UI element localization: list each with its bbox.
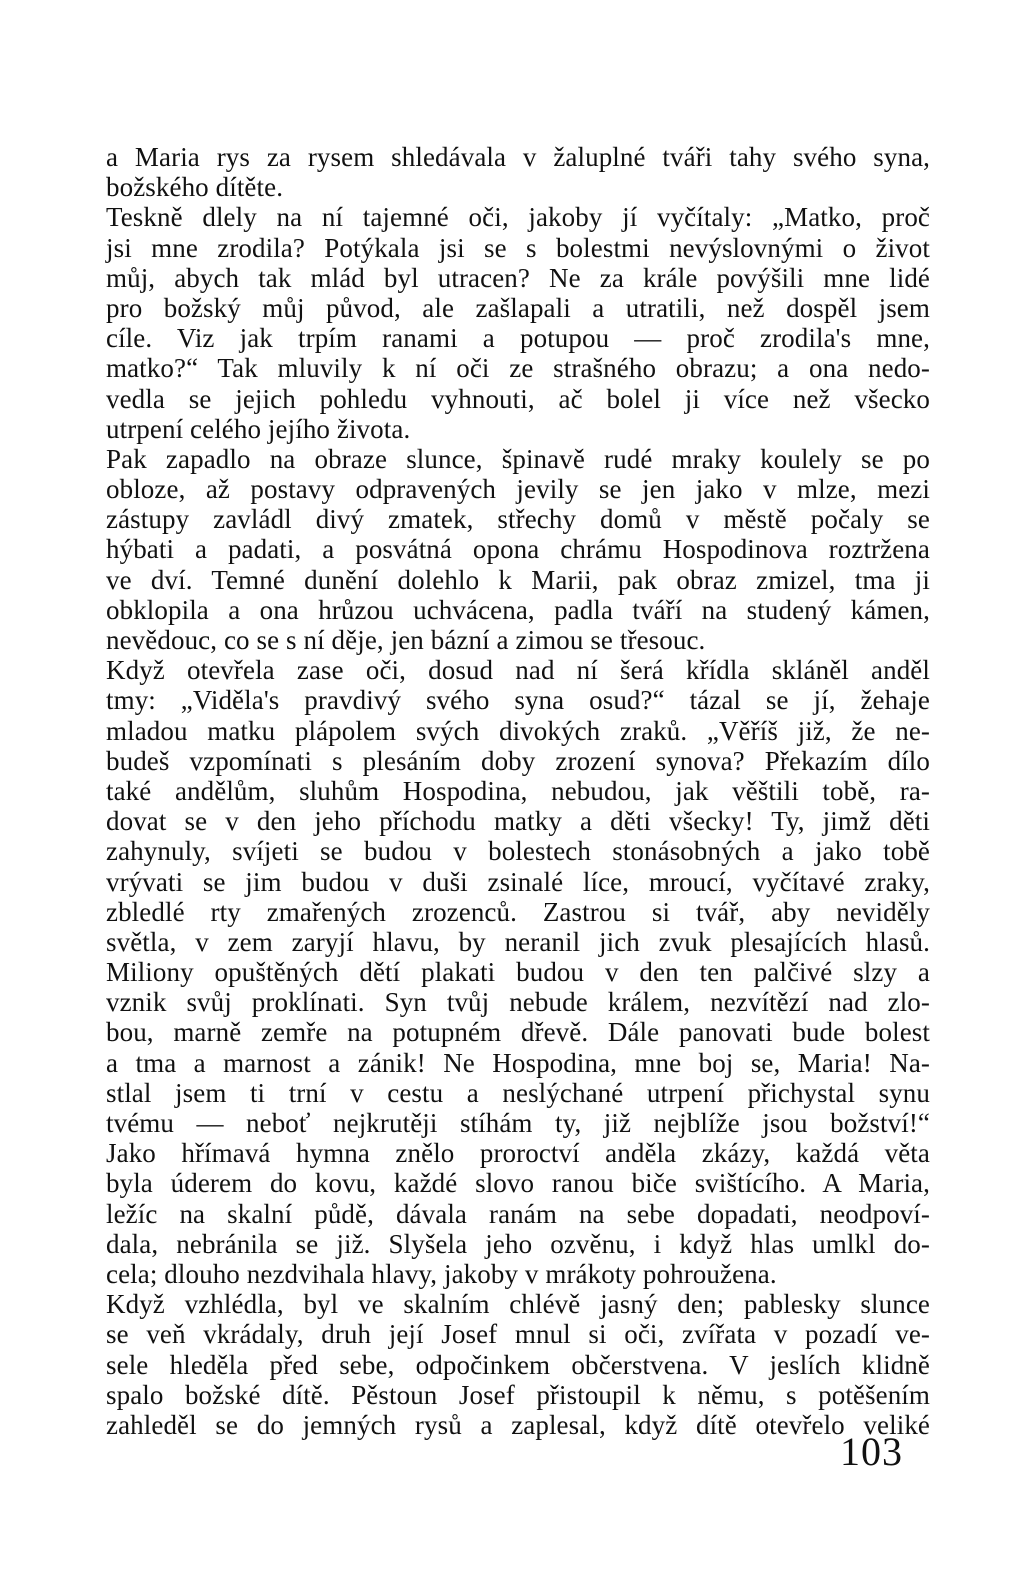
text-line: vznik svůj proklínati. Syn tvůj nebude králem, nezvítězí nad zlo- bbox=[106, 987, 930, 1018]
text-line: spalo božské dítě. Pěstoun Josef přistoupil k němu, s potěšením bbox=[106, 1379, 930, 1410]
text-line: pro božský můj původ, ale zašlapali a utratili, než dospěl jsem bbox=[106, 292, 930, 323]
text-line: mladou matku plápolem svých divokých zraků. „Věříš již, že ne- bbox=[106, 715, 930, 746]
text-line: cíle. Viz jak trpím ranami a potupou — proč zrodila's mne, bbox=[106, 323, 930, 354]
text-line: hýbati a padati, a posvátná opona chrámu Hospodinova roztržena bbox=[106, 534, 930, 565]
text-line: Miliony opuštěných dětí plakati budou v den ten palčivé slzy a bbox=[106, 957, 930, 988]
text-line: zbledlé rty zmařených zrozenců. Zastrou si tvář, aby neviděly bbox=[106, 896, 930, 927]
text-line: obloze, až postavy odpravených jevily se jen jako v mlze, mezi bbox=[106, 474, 930, 505]
text-line: stlal jsem ti trní v cestu a neslýchané utrpení přichystal synu bbox=[106, 1077, 930, 1108]
body-text bbox=[106, 142, 930, 1440]
text-line: tvému — neboť nejkrutěji stíhám ty, již nejblíže jsou božství!“ bbox=[106, 1108, 930, 1138]
text-line: tmy: „Viděla's pravdivý svého syna osud?“ tázal se jí, žehaje bbox=[106, 685, 930, 716]
text-line: božského dítěte. bbox=[106, 172, 284, 203]
text-line: Když vzhlédla, byl ve skalním chlévě jasný den; pablesky slunce bbox=[106, 1289, 930, 1320]
text-line: Jako hřímavá hymna znělo proroctví anděla zkázy, každá věta bbox=[106, 1138, 930, 1169]
text-line: byla úderem do kovu, každé slovo ranou biče svištícího. A Maria, bbox=[106, 1168, 930, 1199]
text-line: budeš vzpomínati s plesáním doby zrození synova? Překazím dílo bbox=[106, 745, 930, 776]
text-line: utrpení celého jejího života. bbox=[106, 413, 411, 444]
text-line: Teskně dlely na ní tajemné oči, jakoby jí vyčítaly: „Matko, proč bbox=[106, 202, 930, 233]
text-line: obklopila a ona hrůzou uchvácena, padla tváří na studený kámen, bbox=[106, 594, 930, 625]
text-line: zástupy zavládl divý zmatek, střechy domů v městě počaly se bbox=[106, 504, 930, 535]
text-line: Pak zapadlo na obraze slunce, špinavě rudé mraky koulely se po bbox=[106, 443, 930, 474]
text-line: vrývati se jim budou v duši zsinalé líce, mroucí, vyčítavé zraky, bbox=[106, 866, 930, 897]
text-line: vedla se jejich pohledu vyhnouti, ač bolel ji více než všecko bbox=[106, 383, 930, 414]
text-line: a tma a marnost a zánik! Ne Hospodina, mne boj se, Maria! Na- bbox=[106, 1047, 930, 1078]
text-line: dala, nebránila se již. Slyšela jeho ozvěnu, i když hlas umlkl do- bbox=[106, 1228, 930, 1259]
text-line: zahleděl se do jemných rysů a zaplesal, když dítě otevřelo veliké bbox=[106, 1409, 930, 1440]
page-number: 103 bbox=[840, 1429, 903, 1474]
text-line: světla, v zem zaryjí hlavu, by neranil jich zvuk plesajících hlasů. bbox=[106, 926, 930, 957]
text-line: a Maria rys za rysem shledávala v žaluplné tváři tahy svého syna, bbox=[106, 142, 930, 172]
text-line: ve dví. Temné dunění dolehlo k Marii, pak obraz zmizel, tma ji bbox=[106, 564, 930, 595]
text-line: cela; dlouho nezdvihala hlavy, jakoby v mrákoty pohroužena. bbox=[106, 1258, 777, 1289]
text-line: zahynuly, svíjeti se budou v bolestech stonásobných a jako tobě bbox=[106, 836, 930, 867]
text-line: matko?“ Tak mluvily k ní oči ze strašného obrazu; a ona nedo- bbox=[106, 353, 930, 384]
text-line: sele hleděla před sebe, odpočinkem občerstvena. V jeslích klidně bbox=[106, 1349, 930, 1380]
text-line: ležíc na skalní půdě, dávala ranám na sebe dopadati, neodpoví- bbox=[106, 1198, 930, 1229]
text-line: také andělům, sluhům Hospodina, nebudou, jak věštili tobě, ra- bbox=[106, 775, 930, 806]
text-line: Když otevřela zase oči, dosud nad ní šerá křídla skláněl anděl bbox=[106, 655, 930, 686]
text-line: můj, abych tak mlád byl utracen? Ne za krále povýšili mne lidé bbox=[106, 262, 930, 293]
text-line: nevědouc, co se s ní děje, jen bázní a zimou se třesouc. bbox=[106, 625, 706, 655]
text-line: dovat se v den jeho příchodu matky a děti všecky! Ty, jimž děti bbox=[106, 806, 930, 837]
text-line: jsi mne zrodila? Potýkala jsi se s bolestmi nevýslovnými o život bbox=[106, 232, 930, 263]
text-line: se veň vkrádaly, druh její Josef mnul si oči, zvířata v pozadí ve- bbox=[106, 1319, 930, 1350]
text-line: bou, marně zemře na potupném dřevě. Dále panovati bude bolest bbox=[106, 1017, 930, 1048]
